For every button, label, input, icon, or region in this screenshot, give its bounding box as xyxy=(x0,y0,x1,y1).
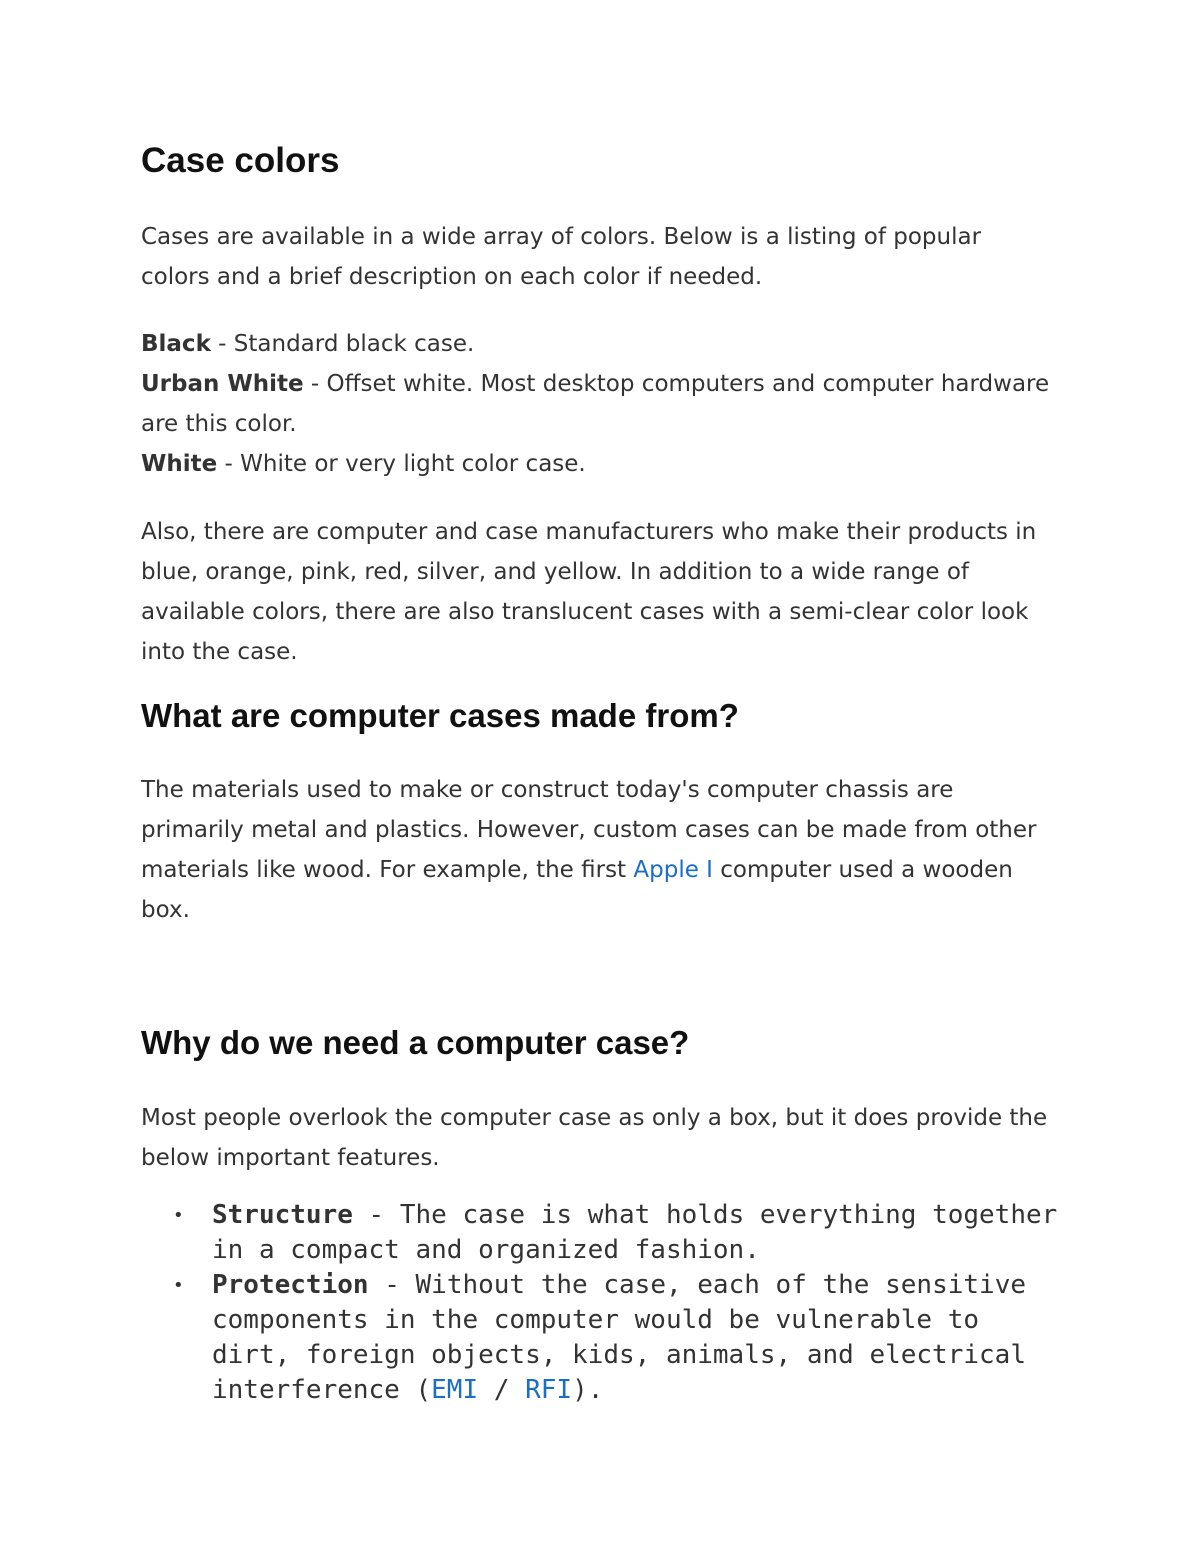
feature-title: Structure xyxy=(212,1200,353,1230)
color-description: Standard black case. xyxy=(233,331,475,357)
emi-link[interactable]: EMI xyxy=(431,1375,479,1405)
bullet-icon: • xyxy=(173,1205,184,1226)
feature-title: Protection xyxy=(212,1270,369,1300)
link-separator: / xyxy=(478,1375,526,1405)
materials-paragraph xyxy=(141,770,1056,930)
color-item-white xyxy=(141,444,1056,484)
color-separator: - xyxy=(217,451,241,477)
feature-item-structure xyxy=(141,1198,1061,1268)
feature-description-end: ). xyxy=(572,1375,604,1405)
color-separator: - xyxy=(303,371,327,397)
feature-description: Without the case, each of the sensitive components in the computer would be vulnerable to dirt, foreign objects, kids, animals, and electrical interference ( xyxy=(212,1270,1026,1405)
color-name: White xyxy=(141,451,218,477)
materials-heading: What are computer cases made from? xyxy=(141,697,739,734)
apple-i-link[interactable]: Apple I xyxy=(633,857,713,883)
color-description: White or very light color case. xyxy=(240,451,586,477)
features-list xyxy=(141,1198,1061,1408)
color-name: Urban White xyxy=(141,371,304,397)
materials-text: The materials used to make or construct today's computer chassis are primarily metal and plastics. However, custom cases can be made from other materials like wood. For example, the first xyxy=(141,777,1037,883)
why-heading: Why do we need a computer case? xyxy=(141,1024,690,1061)
feature-description: The case is what holds everything together in a compact and organized fashion. xyxy=(212,1200,1058,1265)
feature-item-protection xyxy=(141,1268,1061,1408)
case-colors-heading: Case colors xyxy=(141,141,340,180)
color-description: Offset white. Most desktop computers and computer hardware are this color. xyxy=(141,371,1050,437)
case-colors-intro: Cases are available in a wide array of colors. Below is a listing of popular colors and a brief description on each color if needed. xyxy=(141,224,982,290)
color-separator: - xyxy=(210,331,234,357)
case-colors-outro: Also, there are computer and case manufacturers who make their products in blue, orange, pink, red, silver, and yellow. In addition to a wide range of available colors, there are also translucent cases with a semi-clear color look into the case. xyxy=(141,519,1037,665)
materials-text-end: computer used a wooden box. xyxy=(141,857,1013,923)
color-item-black xyxy=(141,324,1056,364)
color-item-urban-white xyxy=(141,364,1056,444)
rfi-link[interactable]: RFI xyxy=(525,1375,573,1405)
feature-separator: - xyxy=(368,1270,416,1300)
color-name: Black xyxy=(141,331,211,357)
feature-separator: - xyxy=(352,1200,400,1230)
bullet-icon: • xyxy=(173,1275,184,1296)
color-list xyxy=(141,324,1056,484)
why-intro: Most people overlook the computer case as only a box, but it does provide the below important features. xyxy=(141,1105,1048,1171)
